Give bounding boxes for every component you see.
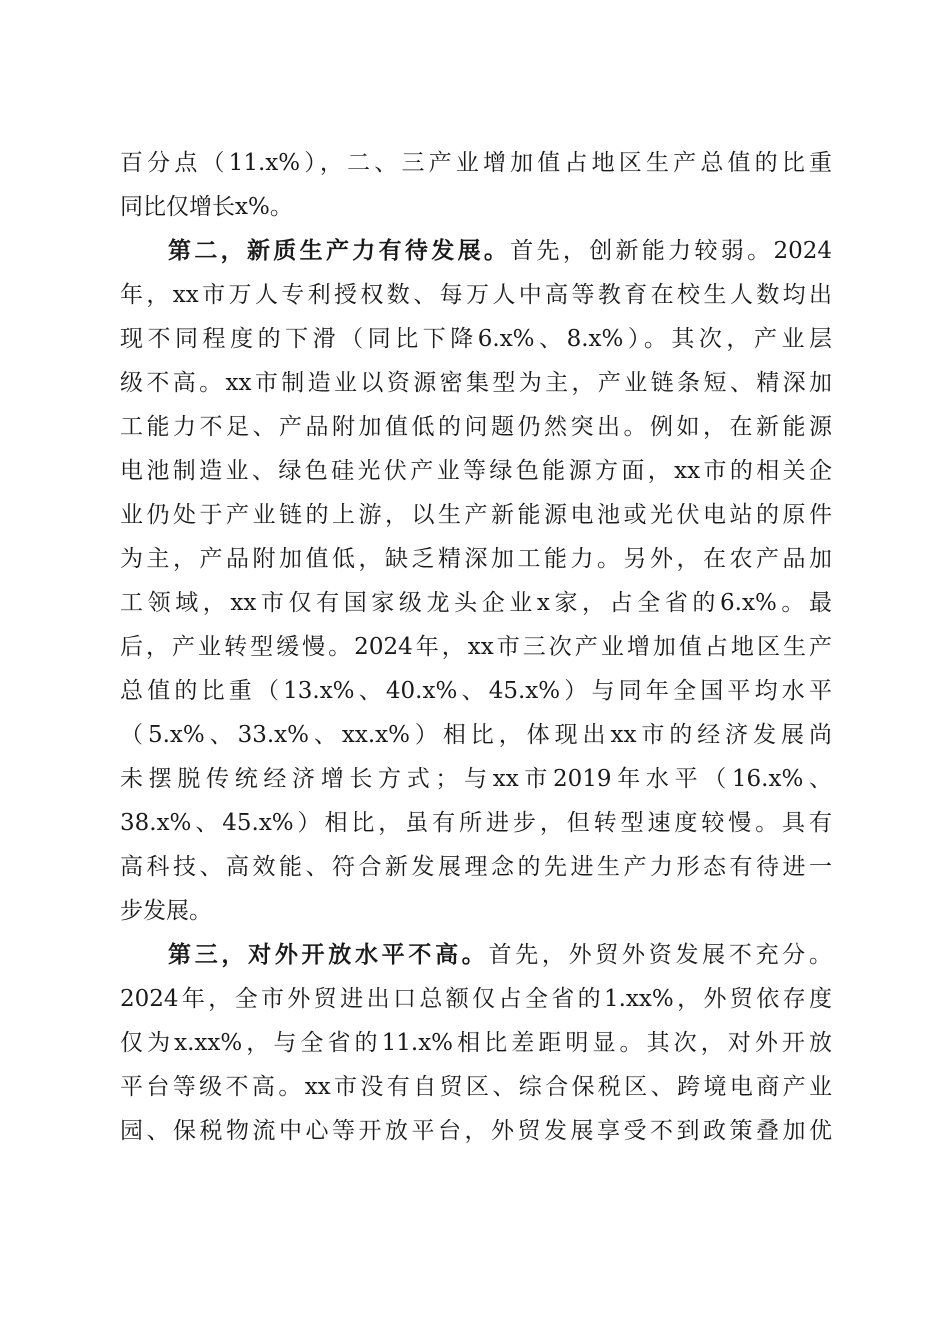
paragraph-line: 百分点（11.x%），二、三产业增加值占地区生产总值的比重 [120,150,832,176]
section-heading-3: 第三，对外开放水平不高。 [168,941,489,968]
paragraph-line: 后，产业转型缓慢。2024年，xx市三次产业增加值占地区生产 [120,634,832,660]
paragraph-text: 首先，外贸外资发展不充分。 [488,942,833,968]
paragraph-line: 级不高。xx市制造业以资源密集型为主，产业链条短、精深加 [120,370,832,396]
paragraph-line: （5.x%、33.x%、xx.x%）相比，体现出xx市的经济发展尚 [120,722,832,748]
paragraph-line: 电池制造业、绿色硅光伏产业等绿色能源方面，xx市的相关企 [120,458,832,484]
paragraph-line [168,937,832,973]
paragraph-line: 未摆脱传统经济增长方式；与xx市2019年水平（16.x%、 [120,766,832,792]
paragraph-line: 年，xx市万人专利授权数、每万人中高等教育在校生人数均出 [120,282,832,308]
paragraph-line: 同比仅增长x%。 [120,194,293,220]
paragraph-line: 园、保税物流中心等开放平台，外贸发展享受不到政策叠加优 [120,1118,832,1144]
paragraph-line: 工能力不足、产品附加值低的问题仍然突出。例如，在新能源 [120,414,832,440]
paragraph-line: 步发展。 [120,898,212,924]
paragraph-text: 首先，创新能力较弱。2024 [510,238,832,264]
paragraph-line: 为主，产品附加值低，缺乏精深加工能力。另外，在农产品加 [120,546,832,572]
paragraph-line: 仅为x.xx%，与全省的11.x%相比差距明显。其次，对外开放 [120,1030,832,1056]
section-heading-2: 第二，新质生产力有待发展。 [168,237,511,264]
paragraph-line: 总值的比重（13.x%、40.x%、45.x%）与同年全国平均水平 [120,678,832,704]
paragraph-line: 38.x%、45.x%）相比，虽有所进步，但转型速度较慢。具有 [120,810,832,836]
paragraph-line: 业仍处于产业链的上游，以生产新能源电池或光伏电站的原件 [120,502,832,528]
paragraph-line: 工领域，xx市仅有国家级龙头企业x家，占全省的6.x%。最 [120,590,832,616]
paragraph-line: 现不同程度的下滑（同比下降6.x%、8.x%）。其次，产业层 [120,326,832,352]
paragraph-line: 高科技、高效能、符合新发展理念的先进生产力形态有待进一 [120,854,832,880]
paragraph-line [168,233,832,269]
paragraph-line: 2024年，全市外贸进出口总额仅占全省的1.xx%，外贸依存度 [120,986,832,1012]
paragraph-line: 平台等级不高。xx市没有自贸区、综合保税区、跨境电商产业 [120,1074,832,1100]
